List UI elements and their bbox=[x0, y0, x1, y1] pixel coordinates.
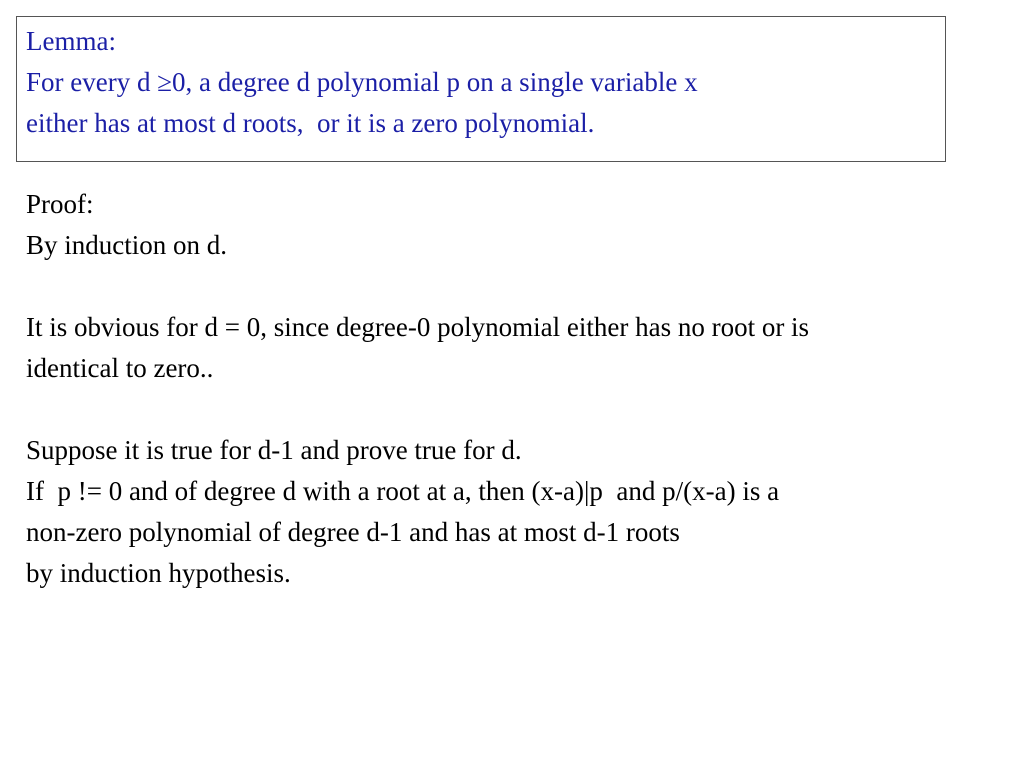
inductive-step-line-3: non-zero polynomial of degree d-1 and has at most d-1 roots bbox=[26, 517, 680, 547]
inductive-step-line-4: by induction hypothesis. bbox=[26, 558, 291, 588]
proof-heading: Proof: bbox=[26, 189, 94, 219]
spacer bbox=[26, 266, 1024, 307]
lemma-line-1: For every d ≥0, a degree d polynomial p on a single variable x bbox=[26, 67, 698, 97]
proof-method: By induction on d. bbox=[26, 230, 227, 260]
lemma-line-2: either has at most d roots, or it is a zero polynomial. bbox=[26, 108, 595, 138]
base-case-line-1: It is obvious for d = 0, since degree-0 polynomial either has no root or is bbox=[26, 312, 810, 342]
inductive-step-line-2: If p != 0 and of degree d with a root at a, then (x-a)|p and p/(x-a) is a bbox=[26, 476, 780, 506]
proof-section bbox=[26, 184, 1024, 594]
spacer bbox=[26, 389, 1024, 430]
lemma-box bbox=[16, 16, 946, 162]
base-case-line-2: identical to zero.. bbox=[26, 353, 214, 383]
lemma-heading: Lemma: bbox=[26, 26, 116, 56]
inductive-step-line-1: Suppose it is true for d-1 and prove true for d. bbox=[26, 435, 522, 465]
